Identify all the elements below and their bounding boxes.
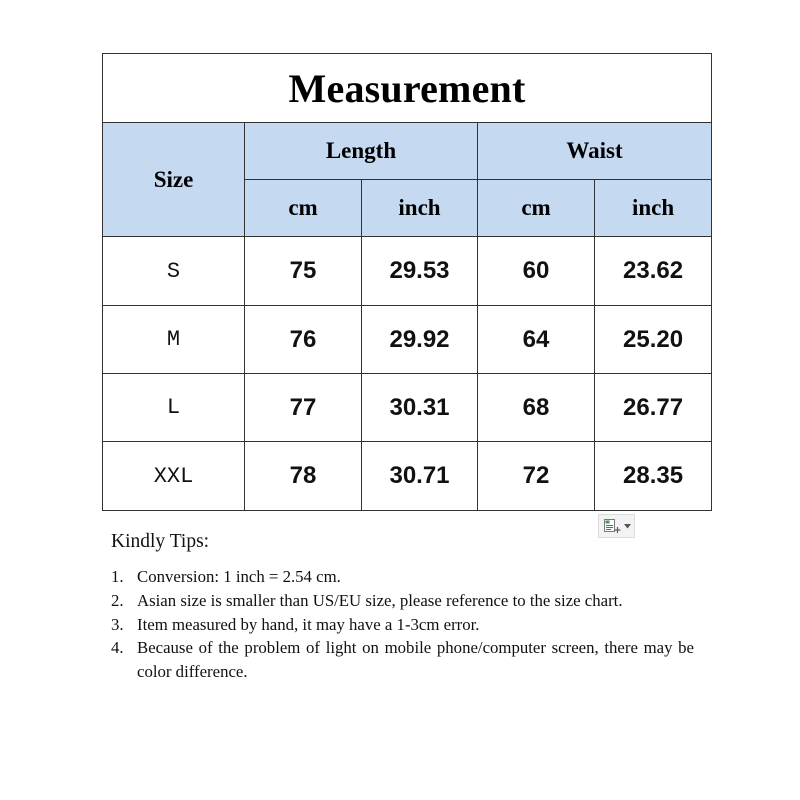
paste-icon — [603, 518, 621, 534]
tip-item — [111, 565, 701, 589]
waist-cm-unit-header: cm — [478, 180, 595, 237]
tip-item — [111, 589, 701, 613]
length-column-header: Length — [245, 123, 478, 180]
size-chart-table — [102, 53, 712, 511]
waist-cm-cell: 64 — [478, 306, 595, 374]
length-inch-cell: 29.53 — [362, 237, 478, 306]
size-column-header: Size — [103, 123, 245, 237]
waist-cm-cell: 68 — [478, 374, 595, 442]
paste-options-button[interactable] — [598, 514, 635, 538]
tip-text: Because of the problem of light on mobile phone/computer screen, there may be color difference. — [137, 638, 694, 681]
size-cell: M — [103, 306, 245, 374]
table-row — [103, 442, 712, 511]
waist-column-header: Waist — [478, 123, 712, 180]
length-cm-cell: 78 — [245, 442, 362, 511]
table-row — [103, 306, 712, 374]
length-inch-unit-header: inch — [362, 180, 478, 237]
tips-list — [111, 565, 701, 684]
chevron-down-icon — [624, 524, 631, 529]
length-cm-cell: 76 — [245, 306, 362, 374]
waist-inch-cell: 25.20 — [595, 306, 712, 374]
header-row-groups — [103, 123, 712, 180]
waist-inch-cell: 26.77 — [595, 374, 712, 442]
length-inch-cell: 29.92 — [362, 306, 478, 374]
waist-inch-unit-header: inch — [595, 180, 712, 237]
table-title: Measurement — [103, 54, 712, 123]
table-row — [103, 374, 712, 442]
tip-number: 2. — [111, 590, 124, 610]
length-inch-cell: 30.31 — [362, 374, 478, 442]
waist-inch-cell: 23.62 — [595, 237, 712, 306]
waist-inch-cell: 28.35 — [595, 442, 712, 511]
size-cell: L — [103, 374, 245, 442]
title-row — [103, 54, 712, 123]
tip-text: Item measured by hand, it may have a 1-3cm error. — [137, 614, 480, 634]
length-cm-cell: 77 — [245, 374, 362, 442]
length-cm-cell: 75 — [245, 237, 362, 306]
tip-text: Conversion: 1 inch = 2.54 cm. — [137, 567, 341, 586]
size-cell: S — [103, 237, 245, 306]
tip-number: 4. — [111, 638, 124, 658]
tip-item — [111, 613, 701, 637]
size-cell: XXL — [103, 442, 245, 511]
tips-heading: Kindly Tips: — [111, 531, 210, 552]
length-cm-unit-header: cm — [245, 180, 362, 237]
length-inch-cell: 30.71 — [362, 442, 478, 511]
tip-number: 3. — [111, 614, 124, 634]
tip-text: Asian size is smaller than US/EU size, please reference to the size chart. — [137, 590, 623, 610]
tip-number: 1. — [111, 567, 124, 586]
waist-cm-cell: 72 — [478, 442, 595, 511]
table-row — [103, 237, 712, 306]
tip-item — [111, 636, 701, 684]
waist-cm-cell: 60 — [478, 237, 595, 306]
